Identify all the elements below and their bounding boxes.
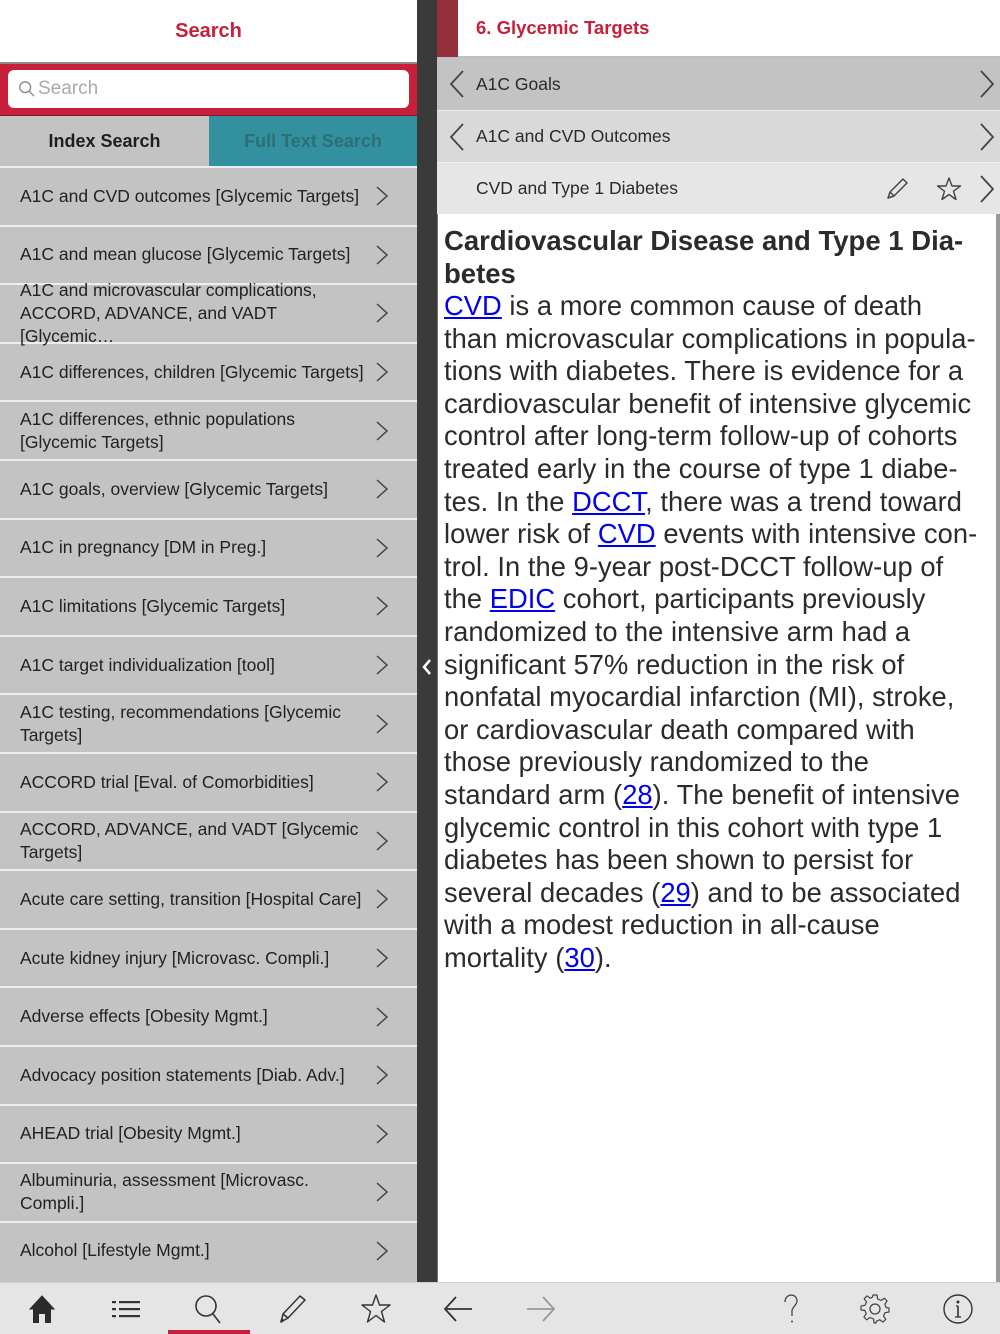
index-list-item-label: A1C differences, ethnic populations [Glycemic Targets] (20, 408, 295, 452)
breadcrumb-level-2[interactable] (437, 110, 1000, 162)
chevron-right-icon (375, 361, 389, 383)
index-list-item[interactable] (0, 400, 417, 459)
chevron-left-icon (449, 122, 465, 152)
index-list-item[interactable] (0, 576, 417, 635)
index-list-item-label: Alcohol [Lifestyle Mgmt.] (20, 1240, 210, 1261)
chevron-right-icon (375, 771, 389, 793)
article-text: cohort, participants previously randomized to the intensive arm had a significant 57% reduction in the risk of nonfatal myocardial infarction (MI), stroke, or cardiovascular death compared with those previously randomized to the standard arm ( (444, 583, 955, 810)
home-icon (26, 1293, 58, 1325)
index-list-item[interactable] (0, 928, 417, 987)
tab-full-text-search[interactable]: Full Text Search (209, 116, 417, 166)
index-list-item-label: A1C and CVD outcomes [Glycemic Targets] (20, 185, 360, 206)
breadcrumb-forward-button[interactable] (974, 174, 1000, 204)
chevron-right-icon (375, 1181, 389, 1203)
article-text: , there was a trend toward lower risk of (444, 485, 962, 550)
search-panel (0, 0, 417, 1282)
index-list-item-label: A1C limitations [Glycemic Targets] (20, 595, 286, 616)
index-list-item-label: Adverse effects [Obesity Mgmt.] (20, 1006, 268, 1027)
search-mode-tabs (0, 116, 417, 166)
index-list-item[interactable] (0, 1162, 417, 1221)
breadcrumb-label: CVD and Type 1 Diabetes (476, 178, 679, 198)
index-list-item[interactable] (0, 225, 417, 284)
search-input[interactable] (36, 78, 409, 100)
breadcrumb-forward-button[interactable] (974, 69, 1000, 99)
breadcrumb-label: A1C and CVD Outcomes (476, 126, 671, 146)
info-icon (942, 1293, 974, 1325)
article-heading: Cardiovascular Disease and Type 1 Diabetes (444, 225, 964, 289)
notes-button[interactable] (272, 1291, 312, 1327)
forward-button[interactable] (521, 1291, 561, 1327)
chevron-right-icon (375, 654, 389, 676)
index-list-item[interactable] (0, 166, 417, 225)
chevron-right-icon (979, 174, 995, 204)
gear-icon (859, 1293, 891, 1325)
chevron-right-icon (375, 888, 389, 910)
chevron-left-icon (422, 658, 432, 676)
breadcrumb-forward-button[interactable] (974, 122, 1000, 152)
index-list-item[interactable] (0, 635, 417, 694)
chevron-right-icon (375, 947, 389, 969)
reference-link[interactable]: EDIC (489, 583, 556, 615)
index-list-item[interactable] (0, 1104, 417, 1163)
settings-button[interactable] (855, 1291, 895, 1327)
chevron-right-icon (375, 1123, 389, 1145)
index-list-item[interactable] (0, 693, 417, 752)
reference-link[interactable]: CVD (597, 518, 656, 550)
help-icon (775, 1293, 807, 1325)
breadcrumb-back-button[interactable] (437, 122, 476, 152)
index-list-item[interactable] (0, 279, 417, 346)
chevron-right-icon (375, 1240, 389, 1262)
chevron-right-icon (375, 713, 389, 735)
index-list-item-label: AHEAD trial [Obesity Mgmt.] (20, 1123, 241, 1144)
index-list-item[interactable] (0, 869, 417, 928)
pencil-icon (276, 1293, 308, 1325)
index-list-item[interactable] (0, 1045, 417, 1104)
index-list-item-label: A1C goals, overview [Glycemic Targets] (20, 478, 328, 499)
chevron-right-icon (375, 1006, 389, 1028)
article-text: ). The benefit of intensive glycemic control in this cohort with type 1 diabetes has been shown to persist for several decades ( (444, 778, 961, 908)
index-list-item-label: ACCORD trial [Eval. of Comorbidities] (20, 771, 314, 792)
chevron-right-icon (375, 830, 389, 852)
list-icon (110, 1293, 142, 1325)
index-list-item-label: A1C in pregnancy [DM in Preg.] (20, 537, 267, 558)
chapter-accent-bar (437, 0, 458, 57)
reference-link[interactable]: CVD (444, 290, 502, 321)
pane-divider[interactable] (417, 0, 437, 1282)
index-list-item-label: Albuminuria, assessment [Microvasc. Compli.] (20, 1170, 309, 1214)
index-list-item[interactable] (0, 1221, 417, 1280)
index-list-item-label: A1C target individualization [tool] (20, 654, 275, 675)
selected-tab-indicator (168, 1330, 250, 1334)
contents-button[interactable] (106, 1291, 146, 1327)
chapter-header (437, 0, 1000, 58)
index-list-item[interactable] (0, 752, 417, 811)
chevron-right-icon (375, 595, 389, 617)
breadcrumb-label: A1C Goals (476, 73, 561, 94)
article-text: ). (594, 941, 612, 973)
chevron-right-icon (375, 302, 389, 324)
help-button[interactable] (771, 1291, 811, 1327)
article-text: is a more common cause of death than microvascular complications in populations with diabetes. There is evidence for a cardiovascular benefit of intensive glycemic control after long-term follow-up of cohorts treated early in the course of type 1 diabetes. In the (444, 290, 976, 517)
index-list-item[interactable] (0, 459, 417, 518)
home-button[interactable] (22, 1291, 62, 1327)
chevron-right-icon (375, 1064, 389, 1086)
search-panel-header (0, 0, 417, 64)
bottom-toolbar (0, 1282, 1000, 1334)
breadcrumb-level-3 (437, 162, 1000, 214)
index-list (0, 166, 417, 1279)
section-tools (884, 176, 962, 202)
collapse-pane-button[interactable] (417, 652, 437, 682)
reference-link[interactable]: 30 (564, 941, 595, 973)
star-icon[interactable] (936, 176, 962, 202)
search-icon (18, 80, 36, 98)
index-list-item[interactable] (0, 342, 417, 401)
index-list-item-label: Acute care setting, transition [Hospital Care] (20, 888, 362, 909)
search-box[interactable] (8, 70, 409, 108)
breadcrumb-back-button[interactable] (437, 69, 476, 99)
search-panel-title: Search (175, 19, 242, 42)
back-button[interactable] (438, 1291, 478, 1327)
search-icon (193, 1293, 225, 1325)
pencil-icon[interactable] (884, 176, 910, 202)
index-list-item[interactable] (0, 811, 417, 870)
chevron-right-icon (375, 478, 389, 500)
search-tab-button[interactable] (189, 1291, 229, 1327)
chevron-right-icon (375, 185, 389, 207)
article-text: ) and to be associated with a modest reduction in all-cause mortality ( (444, 876, 961, 973)
chapter-title: 6. Glycemic Targets (476, 17, 650, 38)
article-content (437, 214, 1000, 1282)
index-list-item-label: A1C and mean glucose [Glycemic Targets] (20, 244, 351, 265)
star-icon (360, 1293, 392, 1325)
arrow-left-icon (442, 1293, 474, 1325)
index-list-item-label: Advocacy position statements [Diab. Adv.] (20, 1064, 345, 1085)
reference-link[interactable]: 29 (660, 876, 691, 908)
chevron-right-icon (375, 244, 389, 266)
chevron-right-icon (979, 122, 995, 152)
reference-link[interactable]: DCCT (572, 485, 646, 517)
chevron-right-icon (375, 537, 389, 559)
article-paragraph (444, 290, 980, 974)
index-list-item-label: A1C and microvascular complications, ACCORD, ADVANCE, and VADT [Glycemic… (20, 279, 317, 346)
article-text: events with intensive control. In the 9-year post-DCCT follow-up of the (444, 518, 978, 615)
article-scrollbar[interactable] (996, 214, 1000, 1282)
index-list-item-label: Acute kidney injury [Microvasc. Compli.] (20, 947, 330, 968)
bookmarks-button[interactable] (356, 1291, 396, 1327)
tab-index-search[interactable]: Index Search (0, 116, 209, 166)
search-bar (0, 64, 417, 116)
index-list-item[interactable] (0, 986, 417, 1045)
index-list-item[interactable] (0, 518, 417, 577)
index-list-item-label: A1C differences, children [Glycemic Targets] (20, 361, 364, 382)
index-list-item-label: A1C testing, recommendations [Glycemic Targets] (20, 701, 341, 745)
chevron-left-icon (449, 69, 465, 99)
arrow-right-icon (525, 1293, 557, 1325)
index-list-item-label: ACCORD, ADVANCE, and VADT [Glycemic Targets] (20, 818, 359, 862)
reference-link[interactable]: 28 (622, 778, 653, 810)
breadcrumb-level-1[interactable] (437, 58, 1000, 110)
info-button[interactable] (938, 1291, 978, 1327)
reader-panel (437, 0, 1000, 1282)
chevron-right-icon (979, 69, 995, 99)
chevron-right-icon (375, 420, 389, 442)
